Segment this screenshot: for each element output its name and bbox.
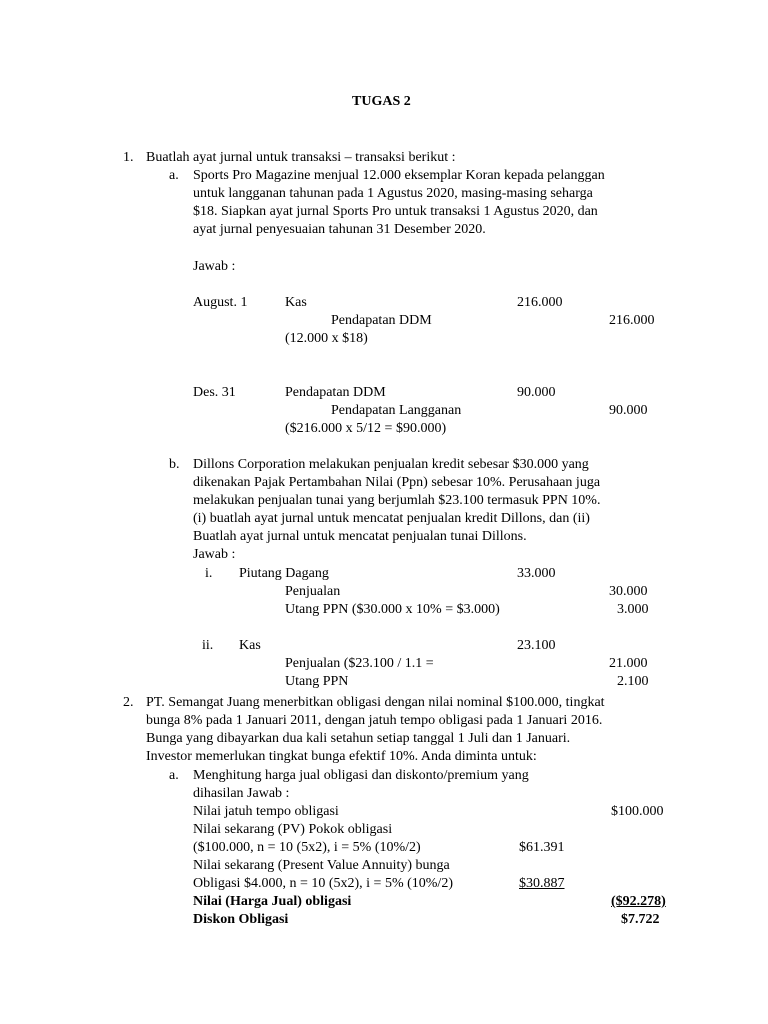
question-1b-line: melakukan penjualan tunai yang berjumlah $23.100 termasuk PPN 10%. [193, 493, 601, 508]
debit-amount: 23.100 [517, 638, 556, 653]
page-title: TUGAS 2 [352, 94, 411, 109]
credit-account: Penjualan ($23.100 / 1.1 = [285, 656, 434, 671]
pv-annuity-label: Nilai sekarang (Present Value Annuity) bunga [193, 858, 450, 873]
question-1b-line: Buatlah ayat jurnal untuk mencatat penjualan tunai Dillons. [193, 529, 527, 544]
credit-amount: 30.000 [609, 584, 648, 599]
credit-amount: 90.000 [609, 403, 648, 418]
pv-annuity-calc: Obligasi $4.000, n = 10 (5x2), i = 5% (10%/2) [193, 876, 453, 891]
credit-account: Utang PPN ($30.000 x 10% = $3.000) [285, 602, 500, 617]
question-2-line: PT. Semangat Juang menerbitkan obligasi dengan nilai nominal $100.000, tingkat [146, 695, 605, 710]
journal-date: August. 1 [193, 295, 248, 310]
debit-amount: 90.000 [517, 385, 556, 400]
credit-account: Penjualan [285, 584, 341, 599]
journal-date: Des. 31 [193, 385, 236, 400]
bond-discount-label: Diskon Obligasi [193, 912, 289, 927]
journal-note: ($216.000 x 5/12 = $90.000) [285, 421, 447, 436]
bond-price-label: Nilai (Harga Jual) obligasi [193, 894, 352, 909]
question-2-line: Bunga yang dibayarkan dua kali setahun setiap tanggal 1 Juli dan 1 Januari. [146, 731, 571, 746]
question-1a-line: untuk langganan tahunan pada 1 Agustus 2020, masing-masing seharga [193, 186, 593, 201]
question-1b-letter: b. [169, 457, 180, 472]
bond-discount-value: $7.722 [621, 912, 660, 927]
maturity-value: $100.000 [611, 804, 664, 819]
question-1b-line: (i) buatlah ayat jurnal untuk mencatat penjualan kredit Dillons, dan (ii) [193, 511, 590, 526]
question-1a-line: ayat jurnal penyesuaian tahunan 31 Desember 2020. [193, 222, 486, 237]
debit-amount: 216.000 [517, 295, 563, 310]
question-2a-line: dihasilan Jawab : [193, 786, 290, 801]
question-1a-letter: a. [169, 168, 179, 183]
debit-account: Pendapatan DDM [285, 385, 386, 400]
pv-principal-label: Nilai sekarang (PV) Pokok obligasi [193, 822, 393, 837]
bond-price-value: ($92.278) [611, 894, 666, 909]
question-1-number: 1. [123, 150, 134, 165]
debit-account: Kas [239, 638, 261, 653]
journal-note: (12.000 x $18) [285, 331, 368, 346]
question-1b-line: dikenakan Pajak Pertambahan Nilai (Ppn) sebesar 10%. Perusahaan juga [193, 475, 601, 490]
roman-numeral: i. [205, 566, 213, 581]
credit-amount: 2.100 [617, 674, 649, 689]
credit-account: Pendapatan DDM [331, 313, 432, 328]
question-2-line: Investor memerlukan tingkat bunga efektif 10%. Anda diminta untuk: [146, 749, 537, 764]
question-2-line: bunga 8% pada 1 Januari 2011, dengan jatuh tempo obligasi pada 1 Januari 2016. [146, 713, 603, 728]
question-2a-letter: a. [169, 768, 179, 783]
debit-account: Kas [285, 295, 307, 310]
pv-principal-calc: ($100.000, n = 10 (5x2), i = 5% (10%/2) [193, 840, 421, 855]
question-1a-line: $18. Siapkan ayat jurnal Sports Pro untuk transaksi 1 Agustus 2020, dan [193, 204, 598, 219]
credit-amount: 3.000 [617, 602, 649, 617]
credit-account: Utang PPN [285, 674, 349, 689]
credit-amount: 216.000 [609, 313, 655, 328]
jawab-label: Jawab : [193, 259, 236, 274]
debit-account: Piutang Dagang [239, 566, 329, 581]
question-1a-line: Sports Pro Magazine menjual 12.000 eksemplar Koran kepada pelanggan [193, 168, 605, 183]
question-2a-line: Menghitung harga jual obligasi dan diskonto/premium yang [193, 768, 529, 783]
question-2-number: 2. [123, 695, 134, 710]
jawab-label: Jawab : [193, 547, 236, 562]
credit-account: Pendapatan Langganan [331, 403, 462, 418]
question-1-text: Buatlah ayat jurnal untuk transaksi – transaksi berikut : [146, 150, 456, 165]
roman-numeral: ii. [202, 638, 214, 653]
credit-amount: 21.000 [609, 656, 648, 671]
pv-principal-value: $61.391 [519, 840, 565, 855]
pv-annuity-value: $30.887 [519, 876, 565, 891]
question-1b-line: Dillons Corporation melakukan penjualan kredit sebesar $30.000 yang [193, 457, 589, 472]
maturity-label: Nilai jatuh tempo obligasi [193, 804, 339, 819]
debit-amount: 33.000 [517, 566, 556, 581]
